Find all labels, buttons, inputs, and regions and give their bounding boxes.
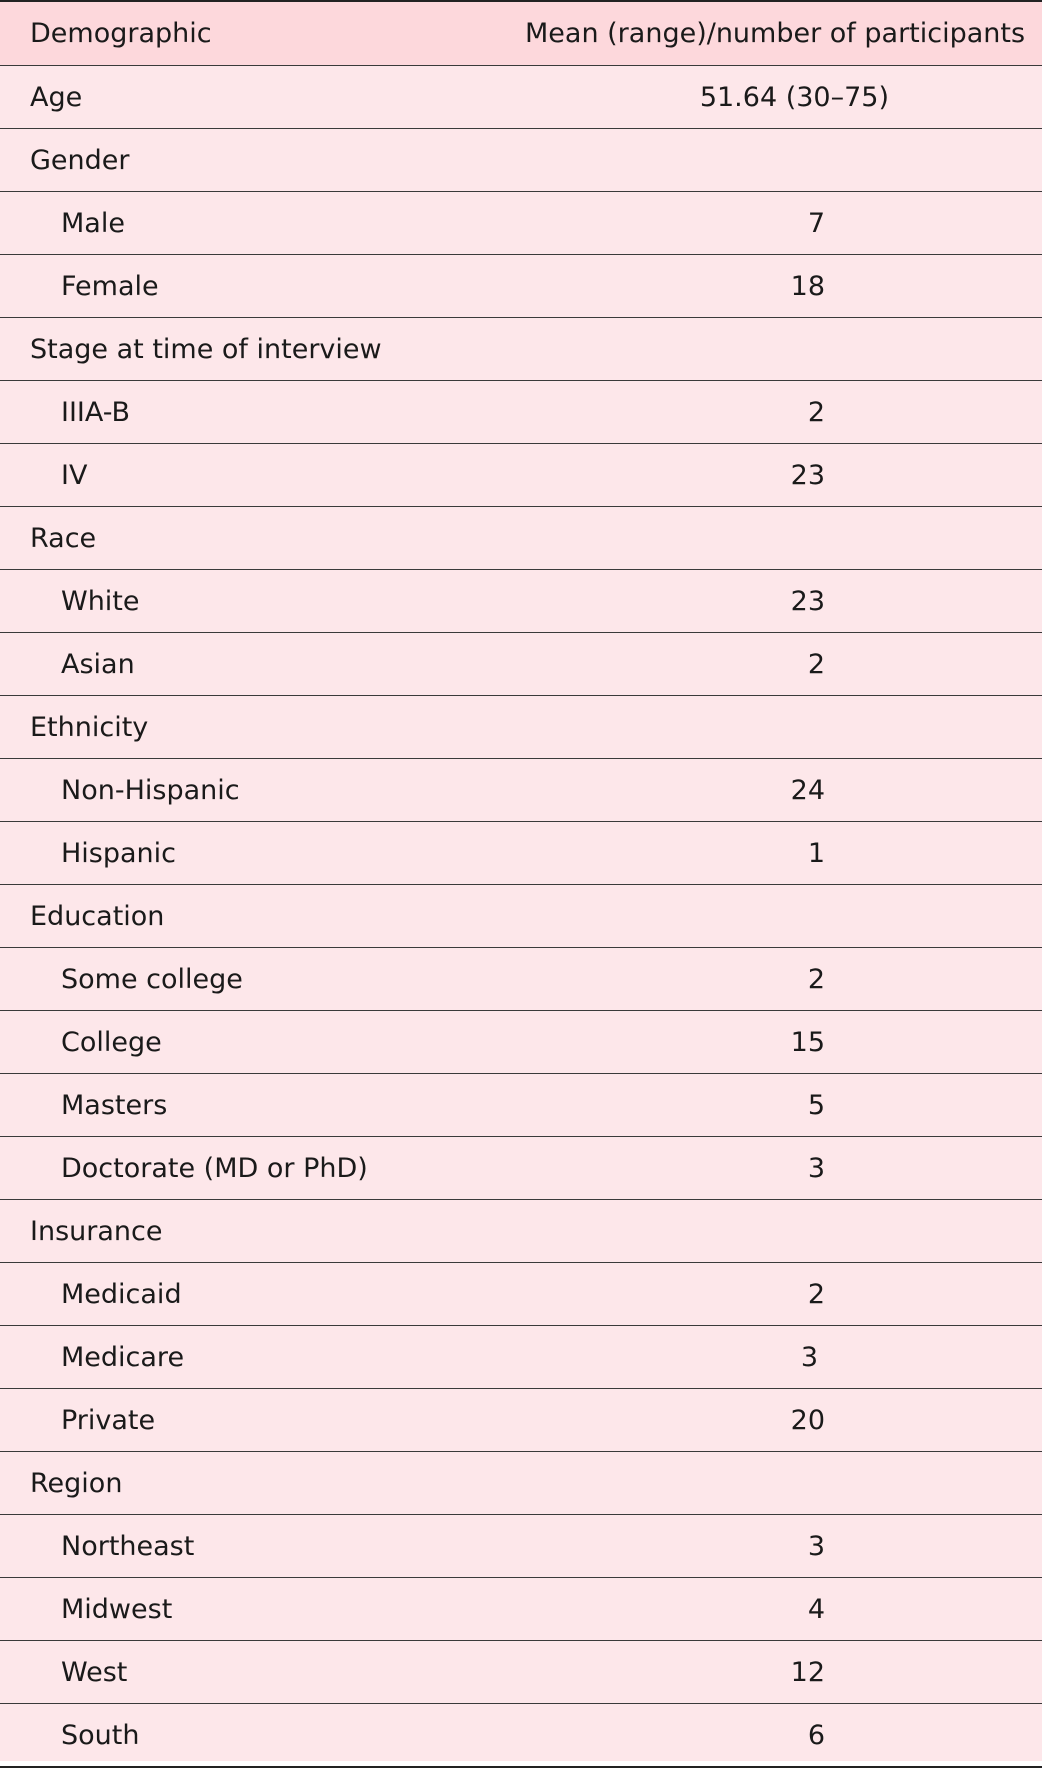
row-sub-label: Midwest bbox=[61, 1593, 173, 1625]
row-category-label: Stage at time of interview bbox=[30, 333, 382, 365]
table-row bbox=[0, 1200, 1042, 1263]
table-row bbox=[0, 1011, 1042, 1074]
table-row bbox=[0, 444, 1042, 507]
row-sub-label: West bbox=[61, 1656, 128, 1688]
header-mean-range: Mean (range)/number of participants bbox=[525, 18, 1026, 49]
table-row bbox=[0, 696, 1042, 759]
row-value: 4 bbox=[807, 1593, 825, 1625]
header-demographic: Demographic bbox=[30, 18, 212, 49]
table-row bbox=[0, 1389, 1042, 1452]
row-value: 2 bbox=[807, 963, 825, 995]
row-sub-label: Private bbox=[61, 1404, 156, 1436]
row-sub-label: College bbox=[61, 1026, 162, 1058]
row-sub-label: IIIA-B bbox=[61, 396, 131, 428]
table-row bbox=[0, 1263, 1042, 1326]
row-value: 5 bbox=[807, 1089, 825, 1121]
row-sub-label: South bbox=[61, 1719, 140, 1751]
row-sub-label: Medicaid bbox=[61, 1278, 182, 1310]
table-row bbox=[0, 255, 1042, 318]
row-sub-label: Northeast bbox=[61, 1530, 195, 1562]
row-value: 7 bbox=[807, 207, 825, 239]
row-sub-label: Medicare bbox=[61, 1341, 185, 1373]
row-category-label: Insurance bbox=[30, 1215, 163, 1247]
table-row bbox=[0, 1704, 1042, 1767]
row-category-label: Race bbox=[30, 522, 97, 554]
row-value: 2 bbox=[807, 1278, 825, 1310]
row-value: 23 bbox=[790, 459, 825, 491]
row-value: 12 bbox=[790, 1656, 825, 1688]
table-row bbox=[0, 129, 1042, 192]
table-row bbox=[0, 948, 1042, 1011]
table-row bbox=[0, 570, 1042, 633]
row-value: 3 bbox=[800, 1341, 818, 1373]
row-sub-label: Female bbox=[61, 270, 159, 302]
row-value: 24 bbox=[790, 774, 825, 806]
table-row bbox=[0, 507, 1042, 570]
table-row bbox=[0, 633, 1042, 696]
row-value: 23 bbox=[790, 585, 825, 617]
row-value: 1 bbox=[807, 837, 825, 869]
row-category-label: Education bbox=[30, 900, 165, 932]
row-value: 15 bbox=[790, 1026, 825, 1058]
table-row bbox=[0, 759, 1042, 822]
row-category-label: Gender bbox=[30, 144, 130, 176]
row-category-label: Region bbox=[30, 1467, 123, 1499]
row-sub-label: IV bbox=[61, 459, 88, 491]
row-value: 2 bbox=[807, 396, 825, 428]
table-row bbox=[0, 1326, 1042, 1389]
table-row bbox=[0, 1641, 1042, 1704]
row-value: 3 bbox=[807, 1152, 825, 1184]
row-value: 6 bbox=[807, 1719, 825, 1751]
row-sub-label: Hispanic bbox=[61, 837, 177, 869]
row-sub-label: Non-Hispanic bbox=[61, 774, 240, 806]
table-row bbox=[0, 822, 1042, 885]
table-row bbox=[0, 885, 1042, 948]
row-sub-label: Some college bbox=[61, 963, 243, 995]
row-sub-label: Male bbox=[61, 207, 125, 239]
table-row bbox=[0, 66, 1042, 129]
table-row bbox=[0, 1074, 1042, 1137]
table-row bbox=[0, 1515, 1042, 1578]
row-value: 3 bbox=[807, 1530, 825, 1562]
table-header-row bbox=[0, 2, 1042, 66]
table-row bbox=[0, 1578, 1042, 1641]
table-row bbox=[0, 1137, 1042, 1200]
row-value: 2 bbox=[807, 648, 825, 680]
table-row bbox=[0, 318, 1042, 381]
row-value: 20 bbox=[790, 1404, 825, 1436]
table-row bbox=[0, 1452, 1042, 1515]
row-sub-label: Asian bbox=[61, 648, 135, 680]
row-sub-label: Doctorate (MD or PhD) bbox=[61, 1152, 368, 1184]
row-category-label: Age bbox=[30, 81, 83, 113]
row-sub-label: Masters bbox=[61, 1089, 168, 1121]
row-sub-label: White bbox=[61, 585, 140, 617]
row-category-label: Ethnicity bbox=[30, 711, 149, 743]
row-value: 18 bbox=[790, 270, 825, 302]
table-row bbox=[0, 192, 1042, 255]
table-row bbox=[0, 381, 1042, 444]
row-value: 51.64 (30–75) bbox=[699, 81, 889, 113]
